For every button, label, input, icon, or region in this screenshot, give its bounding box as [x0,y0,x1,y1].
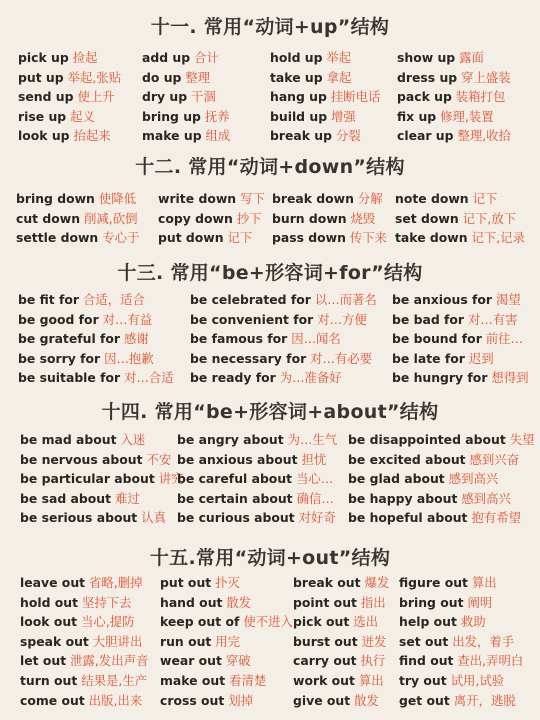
phrase-english: be bad for [392,311,465,327]
phrase-column [399,573,523,710]
phrase-chinese: 出版,出来 [88,692,143,708]
phrase-chinese: 查出,弄明白 [457,653,524,669]
phrase-chinese: 传下来 [349,230,388,246]
phrase-chinese: 抬起来 [73,128,111,144]
phrase-entry [348,450,535,470]
phrase-entry [177,450,337,470]
phrase-entry [397,68,511,88]
phrase-entry [16,209,139,229]
phrase-entry [18,290,174,310]
phrase-entry [160,612,293,632]
phrase-chinese: 讲究 [158,471,184,487]
phrase-entry [158,189,265,209]
phrase-english: bring out [399,594,464,610]
phrase-english: be grateful for [18,331,121,347]
phrase-english: bring up [142,108,201,124]
phrase-entry [20,691,148,711]
phrase-english: pick up [18,50,69,65]
phrase-entry [399,651,523,671]
phrase-english: leave out [20,575,86,590]
phrase-chinese: 感到高兴 [448,471,499,487]
phrase-entry [293,593,389,613]
phrase-entry [399,593,523,613]
phrase-english: wear out [160,653,222,669]
phrase-entry [142,87,230,107]
phrase-column [160,573,293,710]
phrase-chinese: 散发 [226,594,252,610]
phrase-entry [16,189,139,209]
phrase-column [18,48,121,146]
phrase-chinese: 扑灭 [215,575,240,590]
phrase-entry [177,508,337,528]
phrase-chinese: 合计 [194,50,219,65]
phrase-english: be serious about [20,510,138,526]
phrase-entry [270,126,380,146]
phrase-entry [20,651,148,671]
phrase-chinese: 指出 [360,594,386,610]
section-title-12: 十二. 常用“动词+down”结构 [135,156,405,178]
phrase-english: add up [142,50,191,65]
phrase-english: be ready for [190,370,276,386]
phrase-english: show up [397,50,456,65]
phrase-column [20,430,184,528]
phrase-english: carry out [293,653,357,669]
phrase-english: write down [158,191,237,206]
phrase-chinese: 离开，逃脱 [453,692,516,708]
phrase-english: break down [272,191,354,206]
phrase-column [293,573,389,710]
phrase-english: clear up [397,128,454,144]
phrase-english: hand out [160,594,223,610]
phrase-chinese: 拿起 [326,69,352,85]
phrase-chinese: 整理 [185,69,211,85]
phrase-column [158,189,265,248]
phrase-entry [20,573,148,593]
phrase-entry [392,329,529,349]
phrase-entry [272,209,387,229]
phrase-english: set down [395,210,459,226]
phrase-english: burn down [272,210,347,226]
phrase-chinese: 对…有害 [467,311,518,327]
phrase-entry [18,48,121,68]
phrase-column [142,48,230,146]
phrase-chinese: 抄下 [236,210,262,226]
phrase-english: speak out [20,633,89,649]
phrase-chinese: 写下 [240,191,265,206]
phrase-entry [392,290,529,310]
phrase-chinese: 举起,张贴 [67,69,122,85]
phrase-entry [18,368,174,388]
phrase-chinese: 为…准备好 [279,370,342,386]
phrase-column [18,290,174,388]
phrase-english: be celebrated for [190,292,311,307]
phrase-entry [399,671,523,691]
phrase-english: pass down [272,230,346,246]
phrase-english: be curious about [177,510,295,526]
phrase-column [270,48,380,146]
phrase-english: rise up [18,108,67,124]
phrase-chinese: 前往… [485,331,523,347]
phrase-chinese: 穿破 [225,653,251,669]
phrase-entry [190,329,377,349]
phrase-english: be good for [18,311,99,327]
phrase-chinese: 结果是,生产 [81,672,148,688]
phrase-entry [142,48,230,68]
phrase-chinese: 划掉 [228,692,254,708]
phrase-entry [160,573,293,593]
phrase-english: point out [293,594,357,610]
phrase-entry [392,310,529,330]
phrase-chinese: 使降低 [98,191,137,206]
phrase-entry [20,489,184,509]
phrase-english: be sad about [20,490,111,506]
phrase-english: help out [399,614,457,630]
phrase-chinese: 记下 [227,230,253,246]
phrase-entry [20,671,148,691]
phrase-english: be fit for [18,292,80,307]
phrase-chinese: 露面 [459,50,484,65]
section-title-13: 十三. 常用“be+形容词+for”结构 [117,262,423,284]
phrase-english: be suitable for [18,370,121,386]
phrase-chinese: 以…而著名 [314,292,377,307]
phrase-english: be hopeful about [348,510,468,526]
section-title-14: 十四. 常用“be+形容词+about”结构 [101,401,439,423]
phrase-chinese: 增强 [331,108,356,124]
phrase-english: build up [270,108,328,124]
phrase-chinese: 迸发 [361,633,387,649]
phrase-english: hold up [270,50,323,65]
phrase-chinese: 散发 [354,692,379,708]
phrase-entry [348,430,535,450]
phrase-entry [190,290,377,310]
phrase-chinese: 难过 [114,490,140,506]
phrase-english: take down [395,230,468,246]
phrase-entry [399,573,523,593]
phrase-english: be excited about [348,451,466,467]
phrase-column [16,189,139,248]
phrase-entry [392,349,529,369]
phrase-entry [20,450,184,470]
phrase-chinese: 认真 [141,510,166,526]
phrase-chinese: 起义 [70,108,95,124]
phrase-english: work out [293,672,355,688]
phrase-english: put up [18,69,64,85]
phrase-entry [395,189,525,209]
phrase-chinese: 因…抱歉 [104,350,154,366]
phrase-english: put down [158,230,224,246]
phrase-chinese: 专心于 [102,230,140,246]
phrase-english: be convenient for [190,311,314,327]
phrase-chinese: 入迷 [120,432,146,447]
phrase-chinese: 泄露,发出声音 [70,653,149,669]
phrase-chinese: 记下,放下 [462,210,517,226]
phrase-english: break up [270,128,332,144]
phrase-chinese: 使不进入 [243,614,293,630]
phrase-entry [293,651,389,671]
phrase-entry [397,48,511,68]
phrase-entry [18,68,121,88]
phrase-entry [272,189,387,209]
phrase-chinese: 合适，适合 [82,292,145,307]
phrase-entry [395,228,525,248]
phrase-english: bring down [16,191,95,206]
phrase-entry [348,469,535,489]
phrase-english: cut down [16,210,81,226]
phrase-chinese: 当心,提防 [81,614,135,630]
phrase-english: send up [18,89,74,105]
phrase-english: be happy about [348,490,458,506]
phrase-chinese: 当心… [296,471,334,487]
phrase-chinese: 执行 [360,653,386,669]
phrase-english: be careful about [177,471,293,487]
phrase-english: be sorry for [18,350,101,366]
phrase-chinese: 举起 [326,50,352,65]
phrase-entry [348,508,535,528]
phrase-english: hang up [270,89,327,105]
phrase-english: settle down [16,230,99,246]
phrase-chinese: 捡起 [72,50,98,65]
phrase-chinese: 穿上盛装 [461,69,511,85]
section-title-15: 十五.常用“动词+out”结构 [149,547,391,569]
phrase-entry [142,126,230,146]
phrase-entry [142,68,230,88]
phrase-column [395,189,525,248]
phrase-english: be famous for [190,331,288,347]
phrase-english: be hungry for [392,370,488,386]
phrase-english: dry up [142,89,188,105]
phrase-chinese: 迟到 [468,350,494,366]
phrase-chinese: 因…闻名 [291,331,341,347]
phrase-chinese: 干涸 [191,89,216,105]
phrase-english: copy down [158,210,233,226]
phrase-chinese: 看清楚 [229,672,267,688]
phrase-entry [293,573,389,593]
phrase-english: be late for [392,350,465,366]
phrase-english: look out [20,614,78,630]
phrase-chinese: 抚养 [204,108,230,124]
phrase-chinese: 担忧 [301,451,327,467]
phrase-column [20,573,148,710]
phrase-english: come out [20,692,85,708]
phrase-entry [20,632,148,652]
phrase-entry [177,469,337,489]
phrase-english: get out [399,692,450,708]
phrase-chinese: 对好奇 [298,510,336,526]
phrase-english: turn out [20,672,78,688]
phrase-entry [190,349,377,369]
phrase-entry [270,87,380,107]
phrase-english: be particular about [20,471,155,487]
phrase-chinese: 为…生气 [287,432,338,447]
phrase-english: do up [142,69,182,85]
phrase-entry [348,489,535,509]
phrase-chinese: 算出 [471,575,497,590]
phrase-entry [18,349,174,369]
phrase-chinese: 感到高兴 [461,490,511,506]
phrase-entry [160,632,293,652]
phrase-english: set out [399,633,449,649]
phrase-chinese: 对…有益 [102,311,153,327]
phrase-chinese: 抱有希望 [471,510,521,526]
phrase-chinese: 失望 [509,432,535,447]
phrase-chinese: 省略,删掉 [89,575,143,590]
phrase-entry [399,691,523,711]
phrase-english: keep out of [160,614,240,630]
phrase-entry [160,651,293,671]
phrase-chinese: 不安 [146,451,172,467]
phrase-entry [397,107,511,127]
phrase-chinese: 分裂 [335,128,361,144]
phrase-english: let out [20,653,67,669]
phrase-entry [18,87,121,107]
phrase-chinese: 烧毁 [350,210,376,226]
phrase-entry [160,671,293,691]
phrase-chinese: 救助 [460,614,486,630]
phrase-english: pick out [293,614,350,630]
phrase-entry [392,368,529,388]
phrase-chinese: 整理,收拾 [457,128,511,144]
phrase-entry [18,126,121,146]
phrase-entry [272,228,387,248]
phrase-column [397,48,511,146]
phrase-chinese: 渴望 [496,292,521,307]
phrase-entry [399,612,523,632]
phrase-chinese: 选出 [353,614,379,630]
phrase-chinese: 想得到 [491,370,529,386]
section-title-11: 十一. 常用“动词+up”结构 [150,16,390,38]
phrase-entry [397,126,511,146]
phrase-english: be necessary for [190,350,307,366]
phrase-chinese: 对…有必要 [310,350,373,366]
phrase-chinese: 记下,记录 [471,230,526,246]
phrase-english: be certain about [177,490,293,506]
phrase-entry [158,228,265,248]
phrase-english: make up [142,128,202,144]
phrase-english: be disappointed about [348,432,506,447]
phrase-chinese: 算出 [358,672,384,688]
phrase-chinese: 使上升 [77,89,115,105]
phrase-english: cross out [160,692,225,708]
phrase-entry [160,691,293,711]
phrase-english: figure out [399,575,468,590]
phrase-column [348,430,535,528]
phrase-chinese: 爆发 [364,575,390,590]
phrase-entry [177,430,337,450]
phrase-column [272,189,387,248]
phrase-english: be bound for [392,331,482,347]
phrase-column [392,290,529,388]
phrase-english: note down [395,191,469,206]
phrase-chinese: 坚持下去 [81,594,132,610]
phrase-english: look up [18,128,70,144]
phrase-entry [20,508,184,528]
phrase-entry [18,107,121,127]
phrase-english: take up [270,69,323,85]
phrase-entry [399,632,523,652]
phrase-entry [397,87,511,107]
phrase-chinese: 修理,装置 [440,108,494,124]
phrase-chinese: 试用,试验 [450,672,505,688]
phrase-column [190,290,377,388]
phrase-english: be nervous about [20,451,143,467]
phrase-chinese: 削减,砍倒 [84,210,138,226]
phrase-chinese: 感到兴奋 [469,451,520,467]
phrase-entry [270,48,380,68]
phrase-entry [20,430,184,450]
phrase-chinese: 出发，着手 [452,633,515,649]
phrase-chinese: 确信… [296,490,334,506]
phrase-entry [293,612,389,632]
phrase-english: be glad about [348,471,445,487]
phrase-english: pack up [397,89,452,105]
phrase-chinese: 用完 [215,633,241,649]
phrase-english: be mad about [20,432,117,447]
phrase-english: try out [399,672,447,688]
phrase-entry [270,107,380,127]
phrase-english: break out [293,575,361,590]
phrase-chinese: 分解 [357,191,383,206]
phrase-english: put out [160,575,212,590]
phrase-chinese: 组成 [205,128,231,144]
phrase-english: be angry about [177,432,284,447]
phrase-chinese: 感谢 [124,331,149,347]
phrase-english: give out [293,692,351,708]
phrase-entry [16,228,139,248]
phrase-english: be anxious about [177,451,298,467]
phrase-entry [18,310,174,330]
phrase-entry [190,368,377,388]
phrase-english: find out [399,653,454,669]
phrase-entry [177,489,337,509]
phrase-entry [160,593,293,613]
phrase-entry [20,612,148,632]
phrase-entry [270,68,380,88]
phrase-english: hold out [20,594,79,610]
phrase-column [177,430,337,528]
phrase-entry [20,469,184,489]
phrase-entry [395,209,525,229]
phrase-entry [142,107,230,127]
phrase-english: dress up [397,69,458,85]
phrase-chinese: 装箱打包 [455,89,506,105]
phrase-chinese: 大胆讲出 [92,633,143,649]
phrase-chinese: 记下 [472,191,498,206]
phrase-english: run out [160,633,212,649]
phrase-entry [293,671,389,691]
phrase-entry [190,310,377,330]
phrase-chinese: 对…合适 [124,370,174,386]
phrase-chinese: 阐明 [467,594,493,610]
phrase-entry [20,593,148,613]
phrase-english: fix up [397,108,437,124]
phrase-chinese: 对…方便 [317,311,367,327]
phrase-chinese: 挂断电话 [330,89,381,105]
phrase-entry [18,329,174,349]
phrase-entry [293,691,389,711]
phrase-english: make out [160,672,226,688]
phrase-english: be anxious for [392,292,493,307]
phrase-english: burst out [293,633,358,649]
phrase-entry [293,632,389,652]
phrase-entry [158,209,265,229]
